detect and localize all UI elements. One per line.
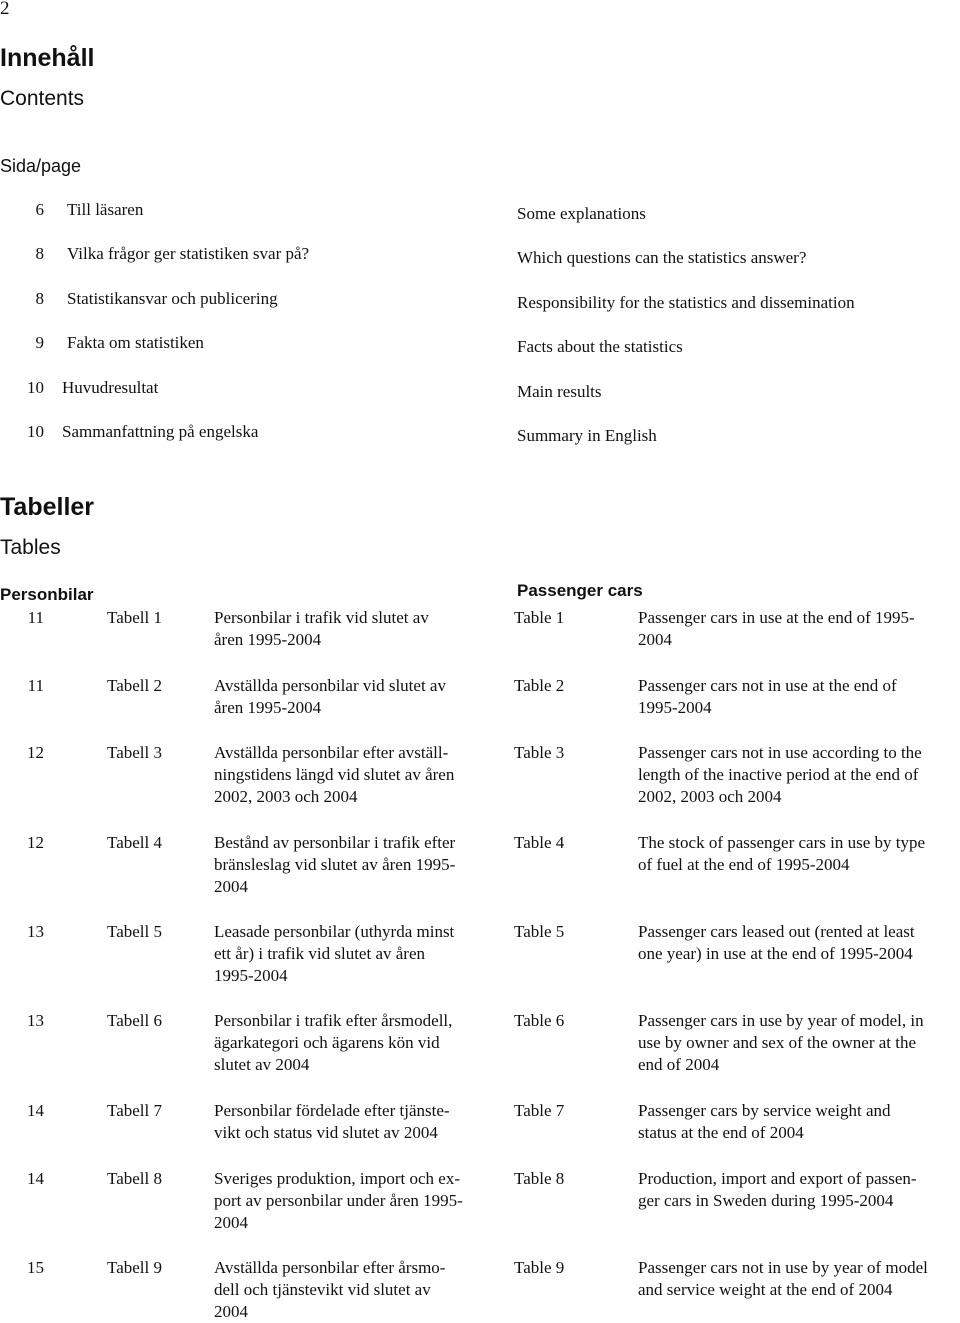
table-page-number: 13 — [27, 922, 44, 941]
toc-page-number: 6 — [35, 200, 44, 219]
table-page-number: 13 — [27, 1011, 44, 1030]
table-label-sv[interactable]: Tabell 1 — [107, 608, 162, 627]
toc-entry-sv[interactable]: Huvudresultat — [62, 378, 159, 397]
toc-page-number: 10 — [27, 422, 44, 441]
toc-entry-en[interactable]: Some explanations — [517, 204, 646, 223]
toc-entry-en[interactable]: Facts about the statistics — [517, 337, 683, 356]
contents-title-en: Contents — [0, 87, 85, 110]
table-description-en: Passenger cars not in use at the end of 1995-2004 — [638, 676, 897, 717]
table-label-en[interactable]: Table 2 — [514, 676, 565, 695]
page-column-label: Sida/page — [0, 156, 82, 176]
table-label-en[interactable]: Table 8 — [514, 1169, 565, 1188]
table-label-en[interactable]: Table 5 — [514, 922, 565, 941]
table-description-sv: Sveriges produktion, import och ex- port av personbilar under åren 1995- 2004 — [214, 1169, 463, 1232]
table-description-sv: Personbilar fördelade efter tjänste- vikt och status vid slutet av 2004 — [214, 1101, 450, 1142]
table-page-number: 12 — [27, 833, 44, 852]
table-label-en[interactable]: Table 3 — [514, 743, 565, 762]
tables-title-sv: Tabeller — [0, 493, 95, 521]
toc-entry-en[interactable]: Summary in English — [517, 426, 657, 445]
toc-page-number: 8 — [35, 244, 44, 263]
table-description-sv: Avställda personbilar efter avställ- ningstidens längd vid slutet av åren 2002, 2003 och 2004 — [214, 743, 455, 806]
table-page-number: 14 — [27, 1169, 44, 1188]
toc-entry-sv[interactable]: Statistikansvar och publicering — [67, 289, 278, 308]
toc-page-number: 8 — [35, 289, 44, 308]
table-label-sv[interactable]: Tabell 2 — [107, 676, 162, 695]
table-description-en: Passenger cars not in use according to the length of the inactive period at the end of 2002, 2003 och 2004 — [638, 743, 922, 806]
table-label-en[interactable]: Table 1 — [514, 608, 565, 627]
table-description-en: Passenger cars in use by year of model, in use by owner and sex of the owner at the end of 2004 — [638, 1011, 924, 1074]
page-number: 2 — [0, 0, 10, 19]
table-label-sv[interactable]: Tabell 7 — [107, 1101, 162, 1120]
table-label-en[interactable]: Table 7 — [514, 1101, 565, 1120]
table-page-number: 12 — [27, 743, 44, 762]
toc-entry-sv[interactable]: Sammanfattning på engelska — [62, 422, 259, 441]
toc-entry-en[interactable]: Main results — [517, 382, 602, 401]
table-label-sv[interactable]: Tabell 3 — [107, 743, 162, 762]
contents-title-sv: Innehåll — [0, 44, 95, 72]
table-label-sv[interactable]: Tabell 6 — [107, 1011, 162, 1030]
table-description-en: Passenger cars in use at the end of 1995- 2004 — [638, 608, 915, 649]
table-label-en[interactable]: Table 6 — [514, 1011, 565, 1030]
toc-page-number: 9 — [35, 333, 44, 352]
toc-page-number: 10 — [27, 378, 44, 397]
table-description-sv: Bestånd av personbilar i trafik efter bränsleslag vid slutet av åren 1995- 2004 — [214, 833, 456, 896]
table-label-sv[interactable]: Tabell 9 — [107, 1258, 162, 1277]
table-page-number: 14 — [27, 1101, 44, 1120]
table-page-number: 11 — [27, 608, 44, 627]
table-page-number: 11 — [27, 676, 44, 695]
section-heading-en: Passenger cars — [517, 581, 643, 600]
toc-entry-sv[interactable]: Fakta om statistiken — [67, 333, 204, 352]
table-label-en[interactable]: Table 9 — [514, 1258, 565, 1277]
table-description-sv: Personbilar i trafik vid slutet av åren 1995-2004 — [214, 608, 429, 649]
toc-entry-en[interactable]: Responsibility for the statistics and dissemination — [517, 293, 855, 312]
table-description-en: Production, import and export of passen- ger cars in Sweden during 1995-2004 — [638, 1169, 917, 1210]
table-description-en: Passenger cars by service weight and status at the end of 2004 — [638, 1101, 891, 1142]
table-description-sv: Avställda personbilar vid slutet av åren 1995-2004 — [214, 676, 446, 717]
tables-title-en: Tables — [0, 536, 61, 559]
table-label-sv[interactable]: Tabell 5 — [107, 922, 162, 941]
toc-entry-en[interactable]: Which questions can the statistics answer? — [517, 248, 807, 267]
toc-entry-sv[interactable]: Vilka frågor ger statistiken svar på? — [67, 244, 310, 263]
table-description-sv: Personbilar i trafik efter årsmodell, ägarkategori och ägarens kön vid slutet av 2004 — [214, 1011, 453, 1074]
table-description-en: Passenger cars not in use by year of model and service weight at the end of 2004 — [638, 1258, 928, 1299]
table-page-number: 15 — [27, 1258, 44, 1277]
table-description-sv: Avställda personbilar efter årsmo- dell och tjänstevikt vid slutet av 2004 — [214, 1258, 446, 1321]
table-description-en: Passenger cars leased out (rented at least one year) in use at the end of 1995-2004 — [638, 922, 915, 963]
toc-entry-sv[interactable]: Till läsaren — [67, 200, 144, 219]
table-label-sv[interactable]: Tabell 8 — [107, 1169, 162, 1188]
table-description-en: The stock of passenger cars in use by type of fuel at the end of 1995-2004 — [638, 833, 926, 874]
table-label-sv[interactable]: Tabell 4 — [107, 833, 162, 852]
table-label-en[interactable]: Table 4 — [514, 833, 565, 852]
section-heading-sv: Personbilar — [0, 585, 94, 604]
table-description-sv: Leasade personbilar (uthyrda minst ett år) i trafik vid slutet av åren 1995-2004 — [214, 922, 455, 985]
